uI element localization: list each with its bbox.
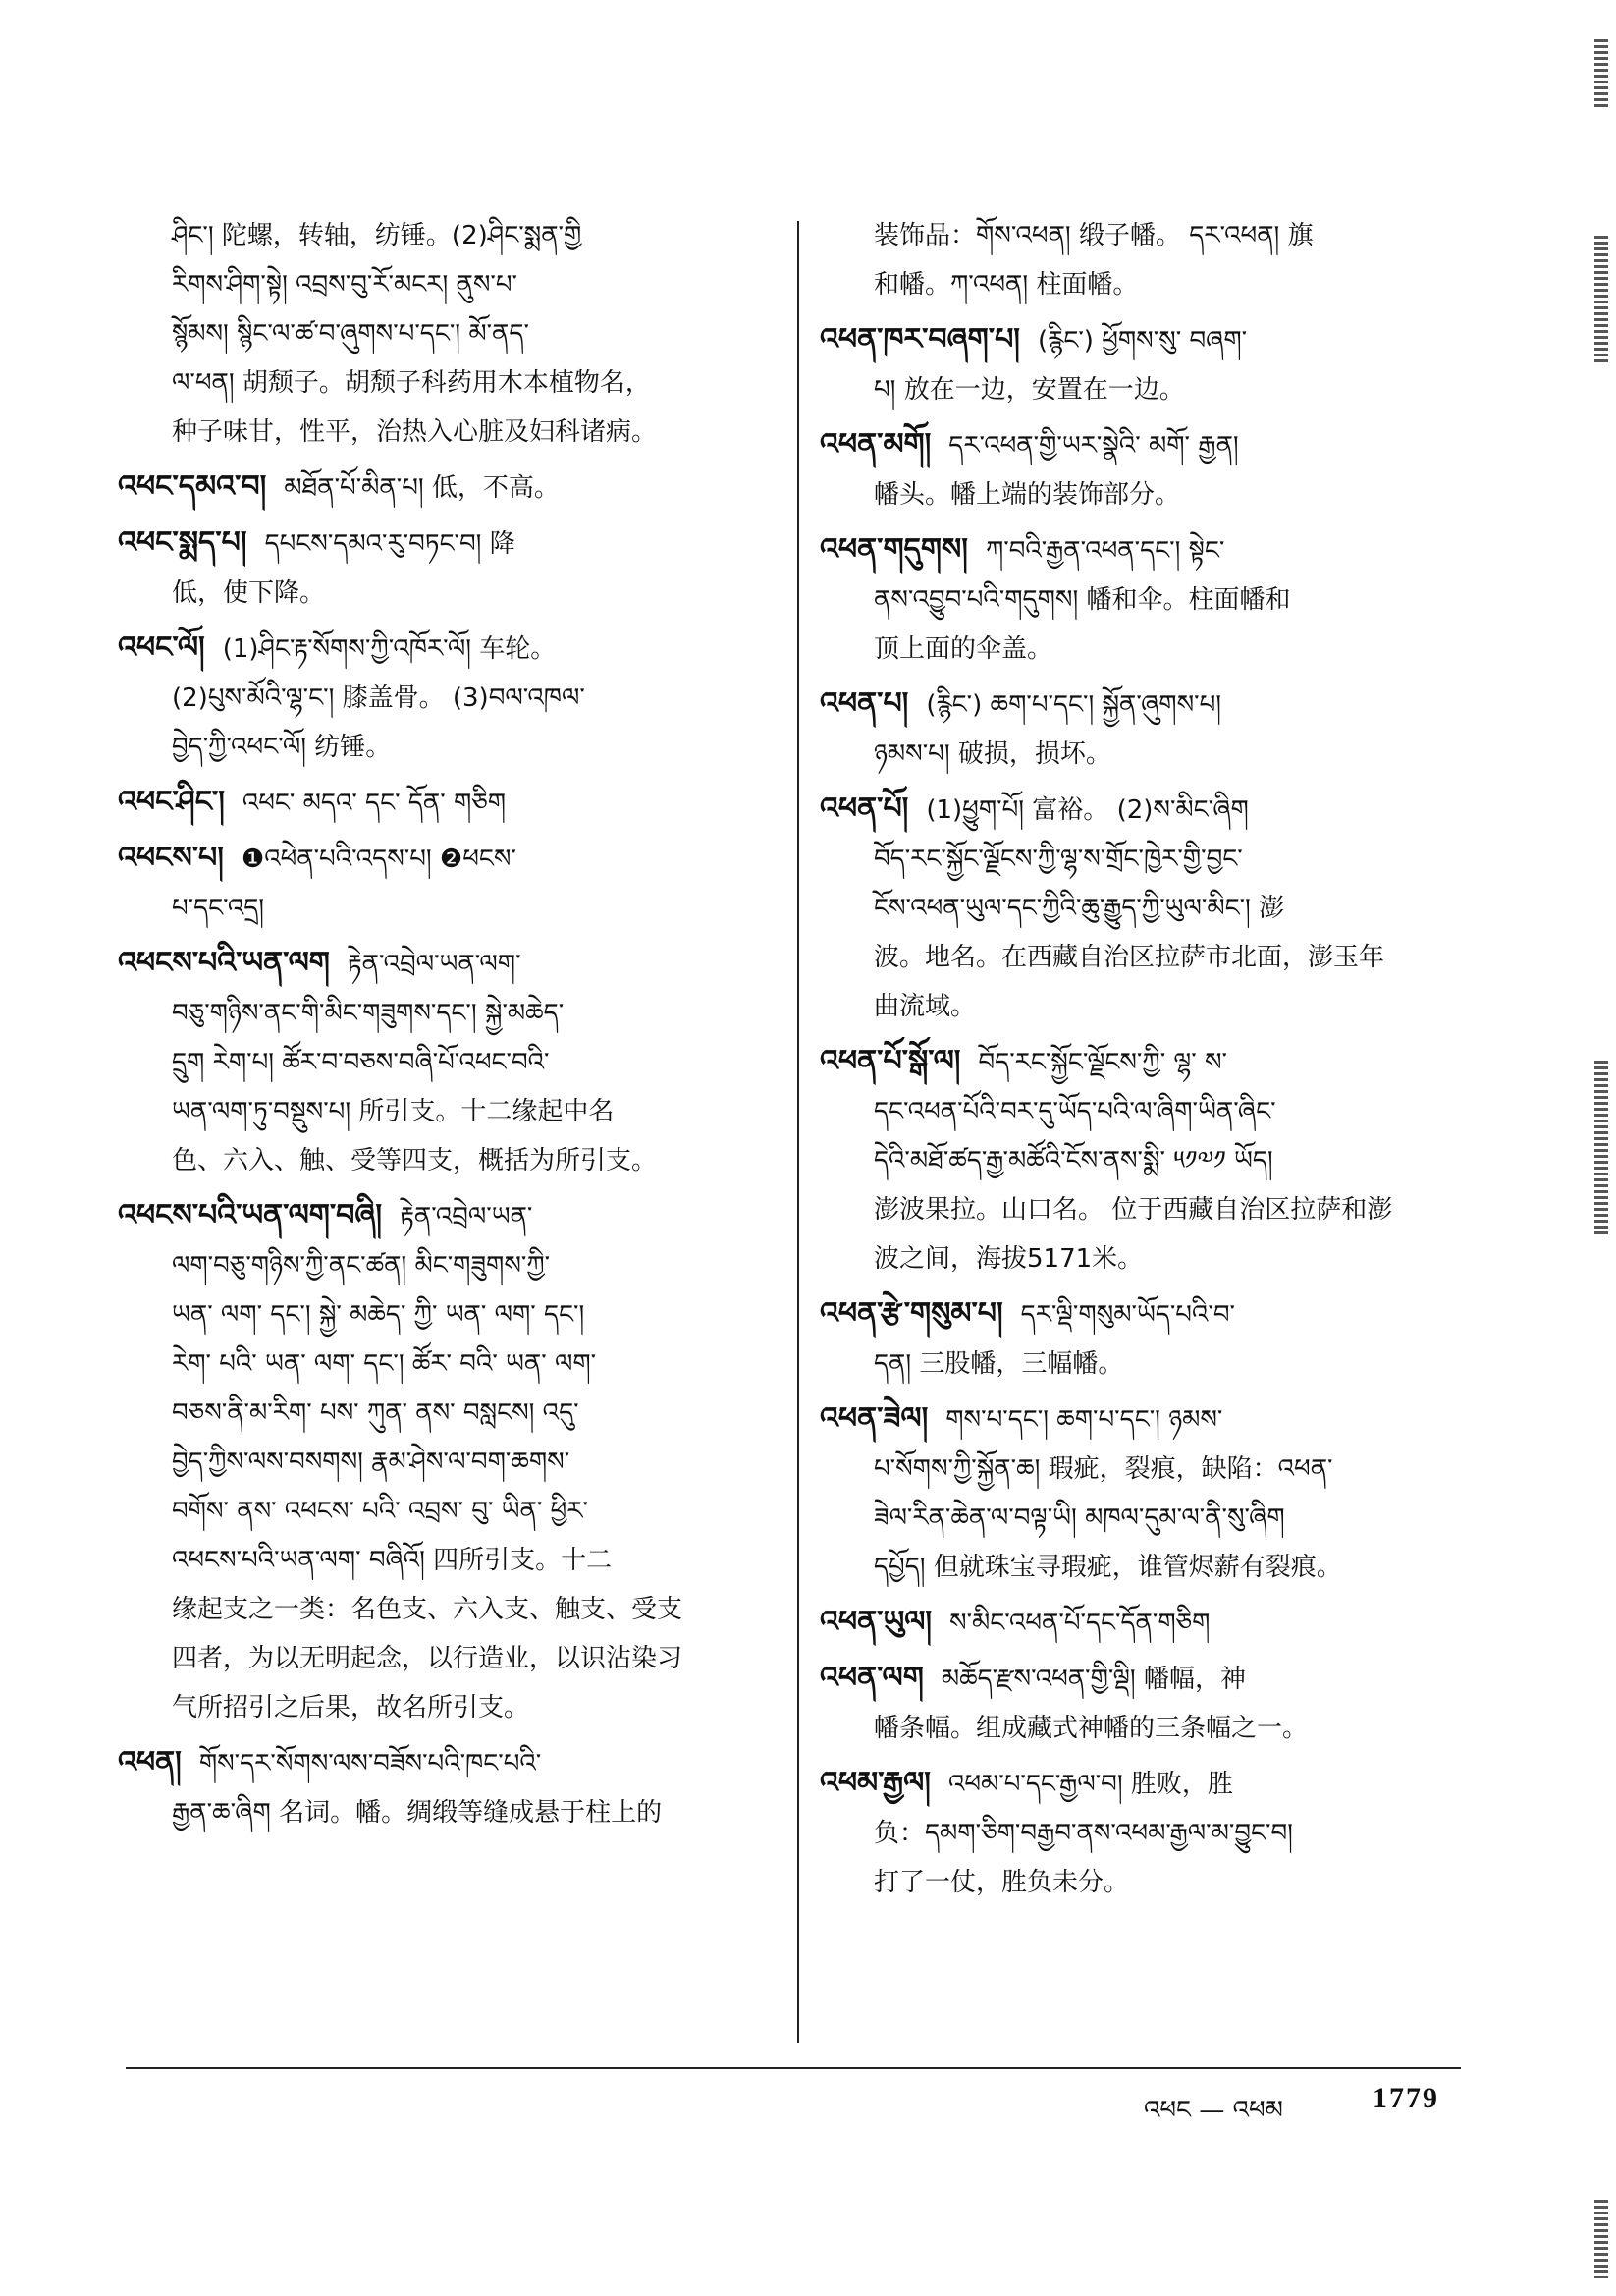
entry-line: [118, 1438, 795, 1487]
entry-line: [118, 1536, 795, 1585]
left-column: [118, 211, 795, 1843]
entry-line: [118, 519, 795, 569]
entry-line: [820, 625, 1468, 674]
entry-text: ཀ་བའི་རྒྱན་འཕན་དང་། སྟེང་: [985, 536, 1225, 566]
entry-line: [820, 1759, 1468, 1809]
entry-line: [820, 1339, 1468, 1389]
entry-headword: འཕན་པ།: [820, 686, 909, 721]
entry-line: [118, 309, 795, 358]
entry-line: [820, 260, 1468, 309]
entry-text: དེའི་མཐོ་ཚད་རྒྱ་མཚོའི་ངོས་ནས་སྨི་ ༥༡༧༡ ཡོད།: [874, 1146, 1273, 1175]
entry-line: [118, 989, 795, 1038]
entry-headword: འཕན་རྩེ་གསུམ་པ།: [820, 1296, 1003, 1331]
entry-headword: འཕན་ལག: [820, 1661, 924, 1695]
entry-line: [118, 1087, 795, 1136]
entry-text: རེག་ པའི་ ཡན་ ལག་ དང་། ཚོར་ བའི་ ཡན་ ལག་: [172, 1349, 597, 1379]
entry-text: དང་འཕན་པོའི་བར་དུ་ཡོད་པའི་ལ་ཞིག་ཡིན་ཞིང་: [874, 1097, 1276, 1126]
entry-text: 幡条幅。组成藏式神幡的三条幅之一。: [874, 1714, 1309, 1743]
entry-line: [820, 365, 1468, 414]
entry-text: 缘起支之一类：名色支、六入支、触支、受支: [172, 1595, 683, 1624]
entry-line: [820, 680, 1468, 730]
footer-headword-range: འཕང — འཕམ: [1144, 2096, 1283, 2125]
entry-text: དཔྱོད། 但就珠宝寻瑕疵，谁管烬薪有裂痕。: [874, 1553, 1342, 1582]
entry-text: ❶འཕེན་པའི་འདས་པ། ❷ཕངས་: [241, 845, 516, 874]
entry-line: [820, 785, 1468, 835]
entry-line: [118, 884, 795, 933]
entry-line: [118, 569, 795, 618]
entry-text: 打了一仗，胜负未分。: [874, 1868, 1130, 1897]
entry-line: [118, 1487, 795, 1536]
dictionary-entry: [820, 1289, 1468, 1389]
entry-text: 波。地名。在西藏自治区拉萨市北面，澎玉年: [874, 943, 1385, 972]
entry-line: [820, 1654, 1468, 1704]
entry-headword: འཕན་ཁར་བཞག་པ།: [820, 322, 1020, 356]
entry-line: [118, 1191, 795, 1241]
entry-line: [820, 315, 1468, 365]
entry-line: [118, 1738, 795, 1788]
entry-text: འཕམ་པ་དང་རྒྱལ་བ། 胜败，胜: [947, 1770, 1233, 1799]
entry-line: [118, 1038, 795, 1087]
entry-text: 低，使下降。: [172, 578, 326, 608]
entry-text: 波之间，海拔5171米。: [874, 1244, 1144, 1274]
entry-text: ཡན་ ལག་ དང་། སྐྱེ་ མཆེད་ ཀྱི་ ཡན་ ལག་ དང་།: [172, 1300, 585, 1330]
entry-line: [118, 408, 795, 457]
entry-headword: འཕང་ལོ།: [118, 630, 205, 665]
entry-headword: འཕན།: [118, 1745, 182, 1779]
binding-edge-mark: [1594, 1061, 1608, 1237]
entry-line: [118, 939, 795, 989]
entry-line: [118, 723, 795, 772]
entry-line: [118, 211, 795, 260]
entry-line: [118, 1634, 795, 1683]
entry-text: གས་པ་དང་། ཆག་པ་དང་། ཉམས་: [945, 1405, 1223, 1435]
entry-line: [820, 470, 1468, 519]
entry-headword: འཕན་མགོ།: [820, 427, 932, 462]
entry-text: ཤིང་། 陀螺，转轴，纺锤。(2)ཤིང་སྨན་གྱི: [172, 221, 582, 250]
entry-line: [820, 1037, 1468, 1087]
entry-text: དར་ལྡི་གསུམ་ཡོད་པའི་བ་: [1020, 1300, 1235, 1330]
dictionary-entry: [820, 315, 1468, 414]
entry-text: ལག་བཅུ་གཉིས་ཀྱི་ནང་ཚན། མིང་གཟུགས་ཀྱི་: [172, 1251, 551, 1281]
entry-text: 幡头。幡上端的装饰部分。: [874, 480, 1181, 510]
entry-headword: འཕང་སྨད་པ།: [118, 525, 247, 560]
entry-headword: འཕན་པོ་སྒོ་ལ།: [820, 1044, 961, 1078]
entry-line: [820, 1136, 1468, 1185]
binding-edge-mark: [1594, 2200, 1608, 2278]
entry-line: [820, 884, 1468, 933]
entry-line: [820, 1087, 1468, 1136]
entry-text: ངོས་འཕན་ཡུལ་དང་ཀྱིའི་ཆུ་རྒྱུད་ཀྱི་ཡུལ་མིང་། 澎: [874, 894, 1285, 923]
entry-text: མཐོན་པོ་མིན་པ། 低，不高。: [284, 473, 560, 503]
entry-text: 装饰品：གོས་འཕན། 缎子幡。 དར་འཕན། 旗: [874, 221, 1314, 250]
entry-line: [118, 624, 795, 674]
dictionary-entry: [118, 939, 795, 1185]
dictionary-entry: [118, 778, 795, 828]
entry-text: 四者，为以无明起念，以行造业，以识沾染习: [172, 1644, 683, 1673]
dictionary-entry: [118, 1738, 795, 1837]
dictionary-entry: [820, 525, 1468, 674]
entry-text: རྒྱན་ཆ་ཞིག 名词。幡。绸缎等缝成悬于柱上的: [172, 1798, 663, 1828]
entry-line: [118, 1788, 795, 1837]
entry-text: (རྙིང་) ཆག་པ་དང་། སྐྱོན་ཞུགས་པ།: [926, 690, 1222, 720]
entry-headword: འཕངས་པ།: [118, 841, 224, 875]
entry-headword: འཕན་ཟེལ།: [820, 1401, 929, 1436]
entry-line: [820, 575, 1468, 625]
entry-text: 色、六入、触、受等四支，概括为所引支。: [172, 1146, 658, 1175]
entry-text: 澎波果拉。山口名。 位于西藏自治区拉萨和澎: [874, 1195, 1393, 1225]
entry-line: [820, 1394, 1468, 1445]
entry-text: མཆོད་རྫས་འཕན་གྱི་ལྡི། 幡幅，神: [941, 1665, 1246, 1694]
entry-text: རྟེན་འབྲེལ་ཡན་ལག་: [347, 950, 521, 979]
entry-text: སྙོམས། སྙིང་ལ་ཚ་བ་ཞུགས་པ་དང་། མོ་ནད་: [172, 319, 529, 349]
entry-text: 和幡。ཀ་འཕན། 柱面幡。: [874, 270, 1139, 300]
entry-line: [118, 1389, 795, 1438]
dictionary-entry: [118, 463, 795, 513]
entry-text: ཉམས་པ། 破损，损坏。: [874, 739, 1111, 769]
entry-text: བཅས་ནི་མ་རིག་ པས་ ཀུན་ ནས་ བསླངས། འདུ་: [172, 1398, 579, 1428]
dictionary-entry: [820, 785, 1468, 1031]
entry-line: [820, 1234, 1468, 1284]
entry-text: ལ་ཕན། 胡颓子。胡颓子科药用木本植物名，: [172, 368, 651, 398]
dictionary-entry: [820, 680, 1468, 779]
footer-rule: [126, 2067, 1461, 2069]
entry-line: [820, 1704, 1468, 1753]
entry-text: དཔངས་དམའ་རུ་བཏང་བ། 降: [264, 529, 515, 559]
dictionary-entry: [820, 420, 1468, 519]
entry-line: [820, 1543, 1468, 1592]
entry-text: འཕངས་པའི་ཡན་ལག་ བཞིའོ། 四所引支。十二: [172, 1546, 613, 1575]
binding-edge-mark: [1594, 39, 1608, 108]
entry-line: [118, 1241, 795, 1290]
entry-text: ཟེལ་རིན་ཆེན་ལ་བལྟ་ཡི། མཁལ་དུམ་ལ་ནི་སུ་ཞིག: [874, 1503, 1285, 1533]
entry-text: 曲流域。: [874, 992, 977, 1021]
entry-text: 顶上面的伞盖。: [874, 634, 1053, 664]
entry-line: [118, 834, 795, 884]
dictionary-entry: [820, 1654, 1468, 1753]
entry-text: བགོས་ ནས་ འཕངས་ པའི་ འབྲས་ བུ་ ཡིན་ ཕྱིར་: [172, 1497, 588, 1526]
entry-line: [118, 674, 795, 723]
entry-text: གོས་དར་སོགས་ལས་བཟོས་པའི་ཁང་པའི་: [198, 1749, 542, 1778]
entry-text: ས་མིང་འཕན་པོ་དང་དོན་གཅིག: [949, 1609, 1211, 1638]
entry-text: དར་འཕན་གྱི་ཡར་སྣེའི་ མགོ་ རྒྱན།: [948, 431, 1239, 461]
right-column: [820, 211, 1468, 1913]
entry-line: [118, 1683, 795, 1732]
entry-text: བོད་རང་སྐྱོང་ལྗོངས་ཀྱི་ ལྷ་ ས་: [978, 1048, 1227, 1077]
dictionary-entry: [118, 519, 795, 618]
entry-text: དྲུག རེག་པ། ཚོར་བ་བཅས་བཞི་པོ་འཕང་བའི་: [172, 1048, 550, 1077]
entry-text: ནས་འབྱུབ་པའི་གདུགས། 幡和伞。柱面幡和: [874, 585, 1291, 615]
entry-line: [820, 933, 1468, 982]
dictionary-entry: [118, 624, 795, 772]
entry-headword: འཕན་གདུགས།: [820, 532, 968, 567]
entry-text: བྱེད་ཀྱིས་ལས་བསགས། རྣམ་ཤེས་ལ་བག་ཆགས་: [172, 1448, 570, 1477]
entry-text: འཕང་ མདའ་ དང་ དོན་ གཅིག: [242, 789, 507, 818]
entry-text: (1)ཕྱུག་པོ། 富裕。 (2)ས་མིང་ཞིག: [926, 795, 1249, 825]
entry-line: [118, 778, 795, 828]
entry-line: [820, 1185, 1468, 1234]
entry-text: བྱེད་ཀྱི་འཕང་ལོ། 纺锤。: [172, 733, 392, 762]
entry-headword: འཕངས་པའི་ཡན་ལག: [118, 946, 330, 980]
entry-line: [820, 1858, 1468, 1907]
entry-text: (རྙིང་) ཕྱོགས་སུ་ བཞག་: [1037, 326, 1248, 355]
entry-text: དན། 三股幡，三幅幡。: [874, 1349, 1124, 1379]
entry-text: བཅུ་གཉིས་ནང་གི་མིང་གཟུགས་དང་། སྐྱེ་མཆེད་: [172, 999, 565, 1028]
entry-text: (1)ཤིང་རྟ་སོགས་ཀྱི་འཁོར་ལོ། 车轮。: [222, 634, 557, 664]
entry-line: [118, 1290, 795, 1339]
entry-line: [820, 730, 1468, 779]
entry-text: པ་སོགས་ཀྱི་སྐྱོན་ཆ། 瑕疵，裂痕，缺陷：འཕན་: [874, 1454, 1333, 1484]
entry-headword: འཕན་ཡུལ།: [820, 1605, 933, 1639]
entry-text: 负：དམག་ཅིག་བརྒྱབ་ནས་འཕམ་རྒྱལ་མ་བྱུང་བ།: [874, 1819, 1293, 1848]
page-number: 1779: [1373, 2082, 1439, 2114]
entry-text: 种子味甘，性平，治热入心脏及妇科诸病。: [172, 417, 658, 447]
entry-line: [820, 525, 1468, 575]
dictionary-entry: [118, 211, 795, 457]
entry-line: [820, 1598, 1468, 1648]
column-divider: [797, 221, 799, 2043]
dictionary-entry: [820, 1598, 1468, 1648]
entry-line: [820, 1289, 1468, 1339]
entry-headword: འཕན་པོ།: [820, 792, 909, 826]
entry-line: [118, 358, 795, 408]
entry-text: ཡན་ལག་ཏུ་བསྡུས་པ། 所引支。十二缘起中名: [172, 1097, 615, 1126]
entry-text: རྟེན་འབྲེལ་ཡན་: [400, 1202, 533, 1231]
entry-text: (2)པུས་མོའི་ལྷ་ང་། 膝盖骨。 (3)བལ་འཁལ་: [172, 683, 585, 713]
entry-headword: འཕངས་པའི་ཡན་ལག་བཞི།: [118, 1198, 383, 1232]
dictionary-entry: [820, 1759, 1468, 1907]
entry-headword: འཕང་དམའ་བ།: [118, 469, 267, 504]
entry-line: [820, 835, 1468, 884]
dictionary-entry: [118, 1191, 795, 1732]
dictionary-entry: [820, 1394, 1468, 1592]
entry-line: [118, 1136, 795, 1185]
dictionary-entry: [820, 211, 1468, 309]
entry-line: [820, 1494, 1468, 1543]
entry-line: [820, 982, 1468, 1031]
entry-line: [118, 1585, 795, 1634]
entry-text: བོད་རང་སྐྱོང་ལྗོངས་ཀྱི་ལྷ་ས་གྲོང་ཁྱེར་གྱི་བྱང་: [874, 845, 1243, 874]
entry-line: [118, 1339, 795, 1389]
entry-text: རིགས་ཤིག་སྟེ། འབྲས་བུ་ཪོ་མངར། ནུས་པ་: [172, 270, 517, 300]
entry-line: [820, 211, 1468, 260]
entry-line: [820, 1809, 1468, 1858]
dictionary-entry: [820, 1037, 1468, 1284]
entry-line: [820, 1445, 1468, 1494]
entry-line: [820, 420, 1468, 470]
entry-line: [118, 260, 795, 309]
binding-edge-mark: [1594, 236, 1608, 363]
entry-line: [118, 463, 795, 513]
entry-text: པ་དང་འདྲ།: [172, 894, 265, 923]
dictionary-entry: [118, 834, 795, 933]
entry-text: 气所招引之后果，故名所引支。: [172, 1693, 530, 1722]
entry-headword: འཕམ་རྒྱལ།: [820, 1766, 931, 1800]
entry-headword: འཕང་ཤིང་།: [118, 785, 225, 819]
entry-text: པ། 放在一边，安置在一边。: [874, 375, 1185, 405]
